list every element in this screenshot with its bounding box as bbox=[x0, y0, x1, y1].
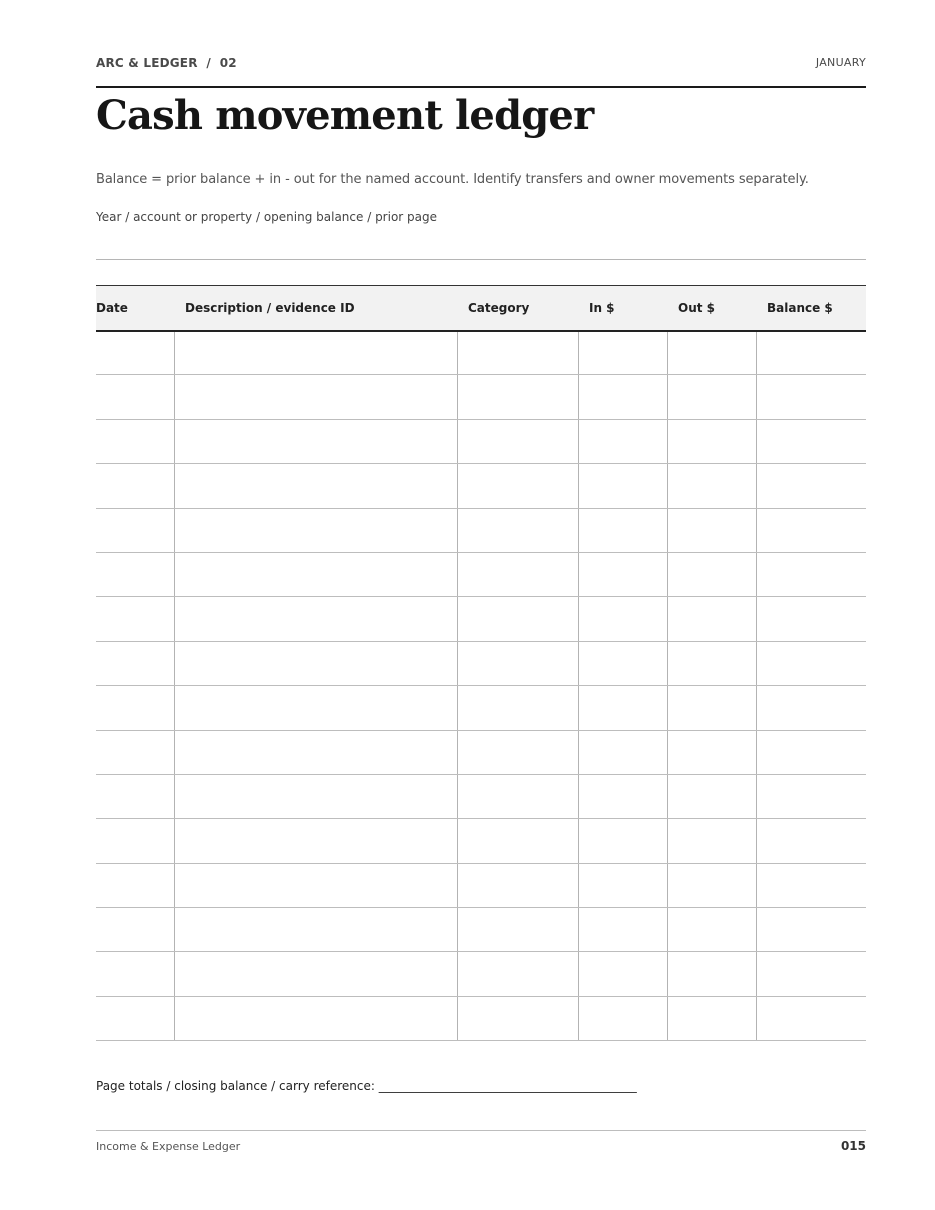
cell-out[interactable] bbox=[667, 552, 756, 596]
cell-date[interactable] bbox=[96, 908, 174, 952]
cell-in[interactable] bbox=[578, 419, 667, 463]
cell-date[interactable] bbox=[96, 375, 174, 419]
cell-description[interactable] bbox=[174, 819, 457, 863]
cell-category[interactable] bbox=[457, 375, 578, 419]
cell-balance[interactable] bbox=[756, 774, 866, 818]
cell-out[interactable] bbox=[667, 819, 756, 863]
table-row bbox=[96, 863, 866, 907]
cell-in[interactable] bbox=[578, 730, 667, 774]
cell-out[interactable] bbox=[667, 996, 756, 1040]
fields-label: Year / account or property / opening balance / prior page bbox=[96, 210, 438, 224]
column-header-category: Category bbox=[457, 286, 578, 331]
table-row bbox=[96, 419, 866, 463]
table-row bbox=[96, 996, 866, 1040]
cell-category[interactable] bbox=[457, 730, 578, 774]
ledger-table bbox=[96, 285, 866, 1041]
cell-in[interactable] bbox=[578, 952, 667, 996]
cell-description[interactable] bbox=[174, 996, 457, 1040]
cell-balance[interactable] bbox=[756, 464, 866, 508]
cell-date[interactable] bbox=[96, 508, 174, 552]
table-row bbox=[96, 952, 866, 996]
column-header-date: Date bbox=[96, 286, 174, 331]
cell-description[interactable] bbox=[174, 641, 457, 685]
cell-category[interactable] bbox=[457, 641, 578, 685]
cell-description[interactable] bbox=[174, 375, 457, 419]
cell-date[interactable] bbox=[96, 730, 174, 774]
cell-in[interactable] bbox=[578, 597, 667, 641]
ledger-header-row bbox=[96, 286, 866, 331]
cell-date[interactable] bbox=[96, 597, 174, 641]
table-row bbox=[96, 774, 866, 818]
cell-balance[interactable] bbox=[756, 419, 866, 463]
cell-description[interactable] bbox=[174, 863, 457, 907]
cell-date[interactable] bbox=[96, 686, 174, 730]
cell-category[interactable] bbox=[457, 863, 578, 907]
cell-description[interactable] bbox=[174, 952, 457, 996]
cell-balance[interactable] bbox=[756, 908, 866, 952]
cell-category[interactable] bbox=[457, 508, 578, 552]
cell-category[interactable] bbox=[457, 819, 578, 863]
cell-in[interactable] bbox=[578, 774, 667, 818]
table-row bbox=[96, 730, 866, 774]
cell-date[interactable] bbox=[96, 552, 174, 596]
cell-date[interactable] bbox=[96, 863, 174, 907]
cell-out[interactable] bbox=[667, 375, 756, 419]
month-label: JANUARY bbox=[815, 56, 866, 69]
cell-balance[interactable] bbox=[756, 819, 866, 863]
cell-out[interactable] bbox=[667, 464, 756, 508]
cell-in[interactable] bbox=[578, 552, 667, 596]
cell-date[interactable] bbox=[96, 331, 174, 375]
cell-in[interactable] bbox=[578, 641, 667, 685]
brand-label: ARC & LEDGER / 02 bbox=[96, 56, 237, 70]
cell-category[interactable] bbox=[457, 552, 578, 596]
footer-divider bbox=[96, 1130, 866, 1131]
ledger-body bbox=[96, 331, 866, 1041]
cell-out[interactable] bbox=[667, 508, 756, 552]
table-row bbox=[96, 331, 866, 375]
table-row bbox=[96, 686, 866, 730]
cell-balance[interactable] bbox=[756, 508, 866, 552]
cell-in[interactable] bbox=[578, 686, 667, 730]
cell-description[interactable] bbox=[174, 908, 457, 952]
table-row bbox=[96, 641, 866, 685]
cell-in[interactable] bbox=[578, 863, 667, 907]
cell-balance[interactable] bbox=[756, 375, 866, 419]
cell-category[interactable] bbox=[457, 774, 578, 818]
table-row bbox=[96, 552, 866, 596]
cell-category[interactable] bbox=[457, 331, 578, 375]
cell-in[interactable] bbox=[578, 908, 667, 952]
cell-in[interactable] bbox=[578, 375, 667, 419]
cell-out[interactable] bbox=[667, 908, 756, 952]
table-row bbox=[96, 375, 866, 419]
cell-date[interactable] bbox=[96, 641, 174, 685]
cell-in[interactable] bbox=[578, 508, 667, 552]
cell-balance[interactable] bbox=[756, 552, 866, 596]
cell-description[interactable] bbox=[174, 730, 457, 774]
fields-fill-line[interactable] bbox=[96, 259, 866, 260]
page-header bbox=[96, 56, 866, 88]
cell-in[interactable] bbox=[578, 996, 667, 1040]
cell-out[interactable] bbox=[667, 774, 756, 818]
page-title: Cash movement ledger bbox=[96, 92, 594, 139]
cell-date[interactable] bbox=[96, 819, 174, 863]
cell-balance[interactable] bbox=[756, 686, 866, 730]
cell-balance[interactable] bbox=[756, 641, 866, 685]
column-header-in: In $ bbox=[578, 286, 667, 331]
cell-out[interactable] bbox=[667, 641, 756, 685]
cell-balance[interactable] bbox=[756, 597, 866, 641]
cell-category[interactable] bbox=[457, 908, 578, 952]
cell-category[interactable] bbox=[457, 464, 578, 508]
cell-date[interactable] bbox=[96, 464, 174, 508]
cell-balance[interactable] bbox=[756, 952, 866, 996]
cell-out[interactable] bbox=[667, 597, 756, 641]
table-row bbox=[96, 464, 866, 508]
cell-out[interactable] bbox=[667, 686, 756, 730]
cell-category[interactable] bbox=[457, 419, 578, 463]
page-number: 015 bbox=[840, 1139, 866, 1153]
cell-description[interactable] bbox=[174, 686, 457, 730]
cell-date[interactable] bbox=[96, 774, 174, 818]
cell-description[interactable] bbox=[174, 419, 457, 463]
column-header-balance: Balance $ bbox=[756, 286, 866, 331]
cell-balance[interactable] bbox=[756, 996, 866, 1040]
cell-category[interactable] bbox=[457, 952, 578, 996]
cell-in[interactable] bbox=[578, 331, 667, 375]
cell-date[interactable] bbox=[96, 419, 174, 463]
cell-category[interactable] bbox=[457, 597, 578, 641]
cell-date[interactable] bbox=[96, 952, 174, 996]
cell-balance[interactable] bbox=[756, 863, 866, 907]
table-row bbox=[96, 597, 866, 641]
cell-description[interactable] bbox=[174, 464, 457, 508]
table-row bbox=[96, 908, 866, 952]
table-row bbox=[96, 508, 866, 552]
cell-out[interactable] bbox=[667, 863, 756, 907]
cell-out[interactable] bbox=[667, 331, 756, 375]
totals-label: Page totals / closing balance / carry reference: ___________________________________________ bbox=[96, 1079, 637, 1093]
footer-title: Income & Expense Ledger bbox=[96, 1140, 241, 1153]
cell-in[interactable] bbox=[578, 464, 667, 508]
cell-date[interactable] bbox=[96, 996, 174, 1040]
column-header-description: Description / evidence ID bbox=[174, 286, 457, 331]
table-row bbox=[96, 819, 866, 863]
cell-description[interactable] bbox=[174, 331, 457, 375]
cell-category[interactable] bbox=[457, 686, 578, 730]
cell-description[interactable] bbox=[174, 508, 457, 552]
cell-balance[interactable] bbox=[756, 331, 866, 375]
cell-balance[interactable] bbox=[756, 730, 866, 774]
formula-note: Balance = prior balance + in - out for the named account. Identify transfers and owner movements separately. bbox=[96, 172, 809, 187]
cell-in[interactable] bbox=[578, 819, 667, 863]
cell-out[interactable] bbox=[667, 419, 756, 463]
cell-out[interactable] bbox=[667, 952, 756, 996]
cell-description[interactable] bbox=[174, 597, 457, 641]
cell-description[interactable] bbox=[174, 774, 457, 818]
cell-description[interactable] bbox=[174, 552, 457, 596]
cell-category[interactable] bbox=[457, 996, 578, 1040]
column-header-out: Out $ bbox=[667, 286, 756, 331]
cell-out[interactable] bbox=[667, 730, 756, 774]
